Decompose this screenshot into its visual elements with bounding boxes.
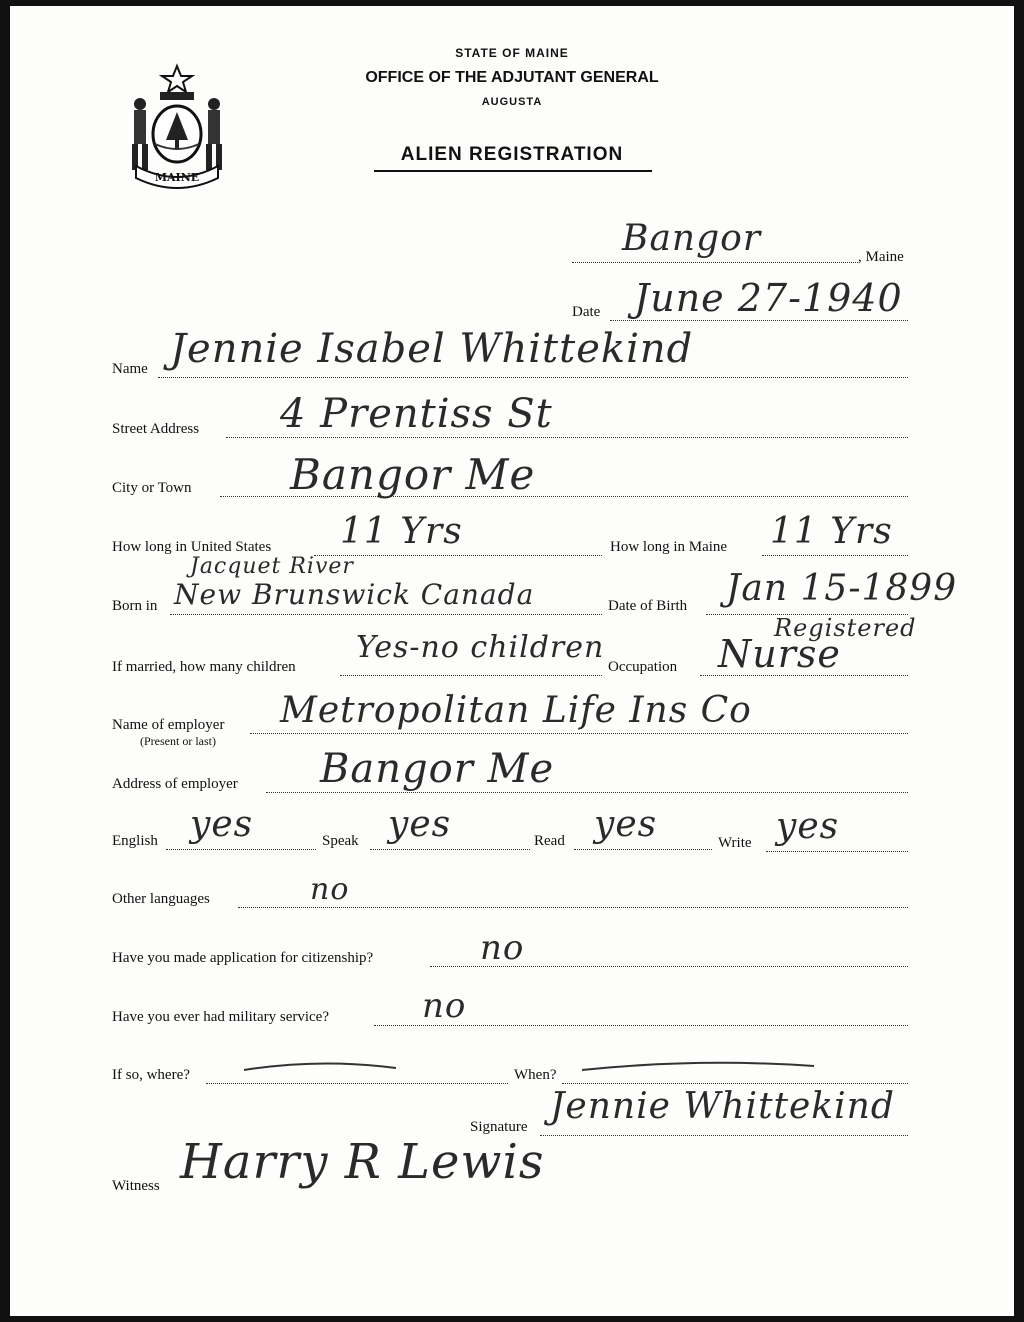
speak-entry: yes [388, 804, 452, 845]
read-entry: yes [594, 804, 658, 845]
occupation-above-entry: Registered [774, 614, 917, 642]
born-entry: New Brunswick Canada [174, 578, 535, 611]
when-line [562, 1083, 908, 1084]
state-heading: STATE OF MAINE [455, 46, 569, 60]
read-label: Read [534, 833, 565, 849]
maine-long-line [762, 555, 908, 556]
street-line [226, 437, 908, 438]
write-entry: yes [776, 806, 840, 847]
office-heading: OFFICE OF THE ADJUTANT GENERAL [365, 69, 659, 86]
where-dash-mark [240, 1056, 400, 1076]
employer-note: (Present or last) [140, 734, 216, 748]
witness-label: Witness [112, 1178, 160, 1194]
dob-entry: Jan 15-1899 [726, 568, 958, 609]
write-label: Write [718, 835, 752, 851]
born-place-above-entry: Jacquet River [190, 554, 354, 579]
speak-line [370, 849, 530, 850]
other-lang-line [238, 907, 908, 908]
us-label: How long in United States [112, 539, 272, 555]
name-line [158, 377, 908, 378]
occupation-label: Occupation [608, 659, 678, 675]
married-entry: Yes-no children [356, 630, 605, 665]
employer-label: Name of employer [112, 717, 225, 733]
town-line [572, 262, 858, 263]
married-label: If married, how many children [112, 659, 296, 675]
when-dash-mark [578, 1056, 818, 1076]
date-line [610, 320, 908, 321]
employer-address-label: Address of employer [112, 776, 238, 792]
english-entry: yes [190, 804, 254, 845]
born-line [170, 614, 602, 615]
signature-entry: Jennie Whittekind [550, 1086, 895, 1127]
english-label: English [112, 833, 158, 849]
form-title: ALIEN REGISTRATION [400, 144, 624, 165]
street-entry: 4 Prentiss St [280, 391, 553, 437]
dob-label: Date of Birth [608, 598, 688, 614]
city-entry: Bangor Me [290, 450, 536, 499]
witness-entry: Harry R Lewis [180, 1134, 545, 1190]
svg-text:MAINE: MAINE [154, 171, 200, 184]
maine-label: , Maine [858, 249, 904, 265]
maine-long-label: How long in Maine [610, 539, 728, 555]
date-label: Date [572, 304, 601, 320]
occupation-entry: Nurse [718, 632, 841, 676]
citizenship-entry: no [480, 928, 525, 968]
other-lang-entry: no [310, 872, 350, 907]
english-line [166, 849, 316, 850]
married-line [340, 675, 602, 676]
city-label: City or Town [112, 480, 192, 496]
employer-address-entry: Bangor Me [320, 746, 555, 792]
military-label: Have you ever had military service? [112, 1009, 329, 1025]
other-lang-label: Other languages [112, 891, 210, 907]
read-line [574, 849, 712, 850]
where-label: If so, where? [112, 1067, 190, 1083]
title-underline [374, 170, 652, 172]
name-entry: Jennie Isabel Whittekind [170, 326, 694, 372]
citizenship-label: Have you made application for citizenship? [112, 950, 374, 966]
speak-label: Speak [322, 833, 359, 849]
employer-address-line [266, 792, 908, 793]
when-label: When? [514, 1067, 557, 1083]
signature-label: Signature [470, 1119, 528, 1135]
employer-entry: Metropolitan Life Ins Co [280, 690, 752, 731]
name-label: Name [112, 361, 148, 377]
where-line [206, 1083, 508, 1084]
us-line [314, 555, 602, 556]
employer-line [250, 733, 908, 734]
town-entry: Bangor [622, 218, 762, 259]
write-line [766, 851, 908, 852]
street-label: Street Address [112, 421, 200, 437]
registration-form [10, 6, 1014, 1316]
us-entry: 11 Yrs [340, 511, 463, 552]
military-entry: no [422, 986, 467, 1026]
signature-line [540, 1135, 908, 1136]
maine-long-entry: 11 Yrs [770, 511, 893, 552]
date-entry: June 27-1940 [634, 276, 903, 320]
born-label: Born in [112, 598, 158, 614]
city-heading: AUGUSTA [481, 96, 543, 108]
